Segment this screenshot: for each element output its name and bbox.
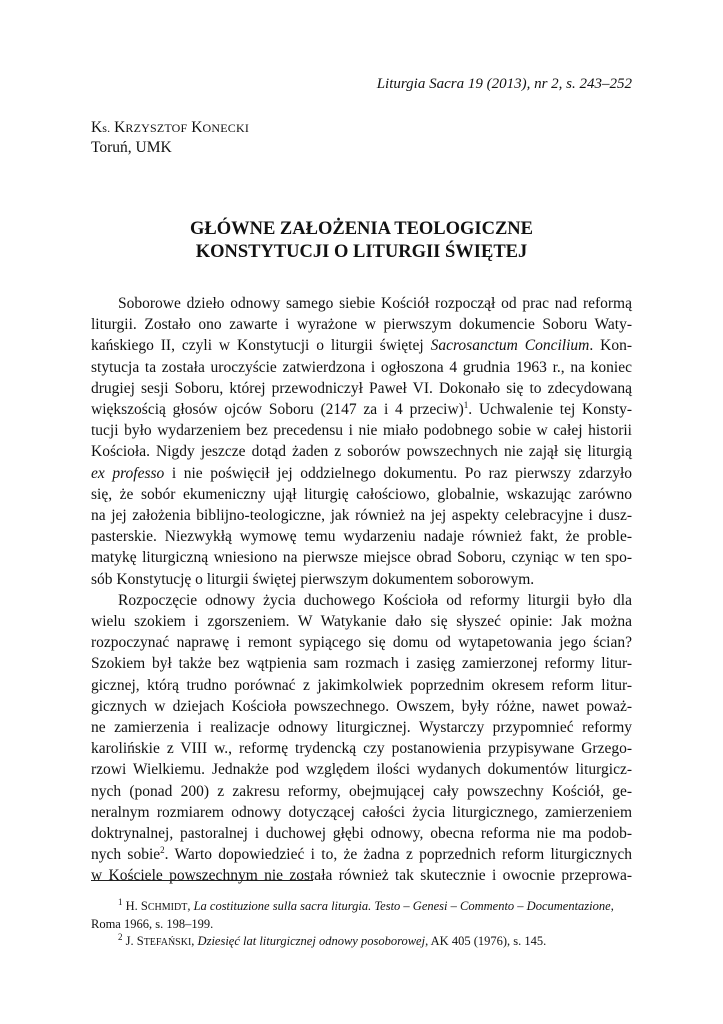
text-line: w Kościele powszechnym nie została również tak skutecznie i owocnie przeprowa- (91, 867, 632, 885)
journal-reference: Liturgia Sacra 19 (2013), nr 2, s. 243–252 (376, 76, 632, 92)
text-line: tucji było wydarzeniem bez precedensu i nie miało podobnego sobie w całej historii (91, 422, 632, 440)
body-text (91, 293, 632, 887)
text-line: Szokiem był także bez wątpienia sam rozmach i zasięg zamierzonej reformy litur- (91, 655, 632, 673)
text-line: neralnym rozmiarem odnowy dotyczącej całości życia liturgicznego, zamierzeniem (91, 803, 632, 821)
footnote-separator (91, 880, 313, 881)
text-line: pasterskie. Niezwykłą wymowę temu wydarzeniu nadaje również fakt, że proble- (91, 528, 632, 546)
text-line: ex professo i nie poświęcił jej oddzielnego dokumentu. Po raz pierwszy zdarzyło (91, 464, 633, 482)
footnote-1-cont: Roma 1966, s. 198–199. (91, 917, 214, 931)
footnote-2: $^2$ J. STEFAŃSKI, Dziesięć lat liturgicznej odnowy posoborowej, AK 405 (1976), s. 145. (118, 931, 547, 948)
text-line: stytucja ta została uroczyście zatwierdzona i ogłoszona 4 grudnia 1963 r., na koniec (91, 358, 632, 376)
footnote-1: $^1$ H. SCHMIDT, La costituzione sulla sacra liturgia. Testo – Genesi – Commento – Documentazione, (118, 896, 614, 913)
text-line: nych (ponad 200) z zakresu reformy, obejmującej cały powszechny Kościół, ge- (91, 782, 632, 800)
text-line: karolińskie z VIII w., reformę trydencką czy postanowienia przypisywane Grzego- (91, 740, 632, 758)
text-line: wielu szokiem i zgorszeniem. W Watykanie dało się słyszeć opinie: Jak można (91, 613, 632, 631)
text-line: na jej założenia biblijno-teologiczne, jak również na jej aspekty celebracyjne i dusz- (91, 507, 632, 525)
author-block (91, 118, 249, 158)
text-line: Soborowe dzieło odnowy samego siebie Kościół rozpoczął od prac nad reformą (118, 295, 632, 312)
italic-phrase: ex professo (91, 464, 165, 482)
footnote-ref-2[interactable]: 2 (160, 845, 165, 856)
footnotes (91, 898, 632, 951)
text-line: się, że sobór ekumeniczny ujął liturgię całościowo, globalnie, wskazując zarówno (91, 485, 632, 503)
text-line: matykę liturgiczną wniesiono na pierwsze miejsce obrad Soboru, czyniąc w ten spo- (91, 549, 632, 567)
text-line: ne zamierzenia i realizacje odnowy liturgicznej. Wystarczy przypomnieć reformy (91, 719, 632, 737)
title-line-2: KONSTYTUCJI O LITURGII ŚWIĘTEJ (195, 242, 528, 262)
text-line: nych sobie$^2$. Warto dopowiedzieć i to, że żadna z poprzednich reform liturgicznych (91, 845, 632, 864)
text-line: sób Konstytucję o liturgii świętej pierwszym dokumentem soborowym. (91, 570, 535, 588)
text-line: kańskiego II, czyli w Konstytucji o liturgii świętej Sacrosanctum Concilium. Kon- (91, 337, 632, 355)
author-affiliation: Toruń, UMK (91, 139, 172, 156)
author-name: Ks. KRZYSZTOF KONECKI (91, 119, 250, 136)
article-title (91, 218, 632, 264)
text-line: liturgii. Zostało ono zawarte i wyrażone w pierwszym dokumencie Soboru Waty- (91, 316, 632, 334)
text-line: rozpoczynać naprawę i remont sypiącego się domu od wytapetowania jego ścian? (91, 634, 632, 652)
footnote-ref-1[interactable]: 1 (463, 399, 469, 410)
text-line: gicznych w dziejach Kościoła powszechnego. Owszem, były różne, nawet poważ- (91, 697, 632, 715)
paragraph-1 (91, 293, 632, 590)
title-line-1: GŁÓWNE ZAŁOŻENIA TEOLOGICZNE (189, 219, 534, 239)
italic-title: Sacrosanctum Concilium (430, 337, 590, 355)
text-line: Rozpoczęcie odnowy życia duchowego Kościoła od reformy liturgii było dla (118, 591, 632, 609)
text-line: rzowi Wielkiemu. Jednakże pod względem ilości wydanych dokumentów liturgicz- (91, 761, 632, 779)
text-line: gicznej, którą trudno porównać z jakimkolwiek poprzednim okresem reform litur- (91, 676, 632, 694)
text-line: większością głosów ojców Soboru (2147 za i 4 przeciw)$^1$. Uchwalenie tej Konsty- (91, 399, 632, 419)
text-line: drugiej sesji Soboru, której przewodniczył Paweł VI. Dokonało się to zdecydowaną (91, 379, 632, 397)
text-line: doktrynalnej, pastoralnej i duchowej głębi odnowy, obecna reforma nie ma podob- (91, 825, 632, 843)
text-line: Kościoła. Nigdy jeszcze dotąd żaden z soborów powszechnych nie zajął się liturgią (91, 443, 632, 461)
paragraph-2 (91, 590, 632, 887)
